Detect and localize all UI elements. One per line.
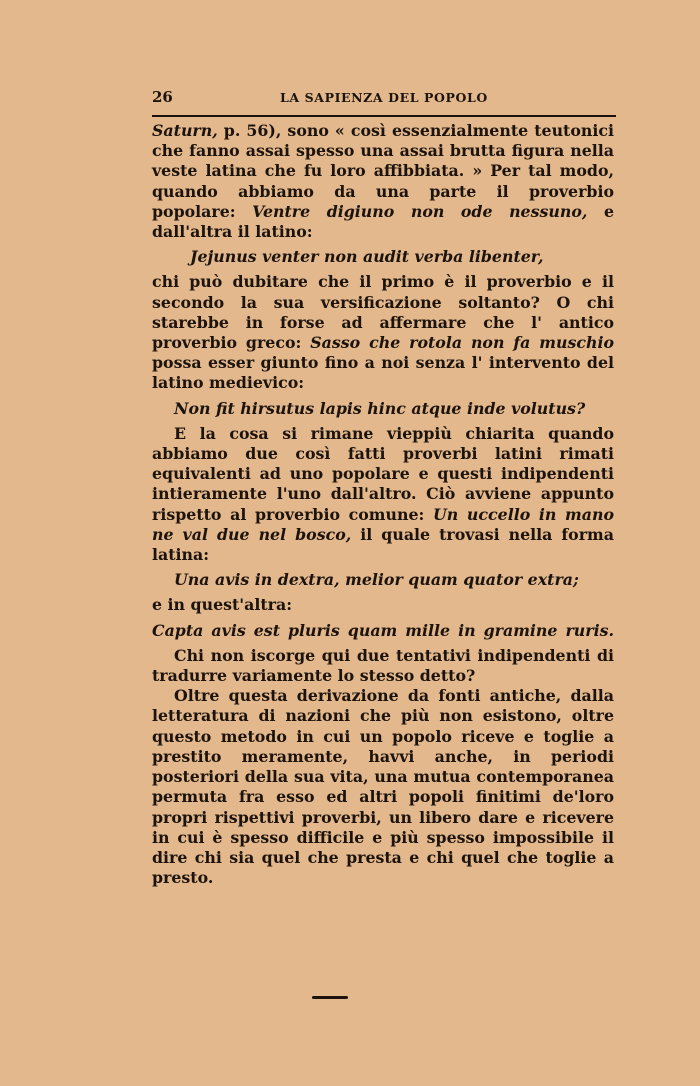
paragraph-text: possa esser giunto fino a noi senza l' intervento del latino medievico: [152,353,614,393]
italic-proverb: Sasso che rotola non fa muschio [310,333,614,353]
end-ornament [312,996,348,999]
paragraph-5: Chi non iscorge qui due tentativi indipendenti di tradurre variamente lo stesso detto? [152,645,614,686]
latin-verse-1: Jejunus venter non audit verba libenter, [190,247,544,267]
italic-proverb: Un uccello in mano ne val due nel bosco, [152,504,614,544]
latin-verse-2: Non fit hirsutus lapis hinc atque inde volutus? [174,398,586,418]
latin-verse-4: Capta avis est pluris quam mille in gramine ruris. [152,620,614,640]
paragraph-text: il quale trovasi nella forma latina: [152,524,614,565]
paragraph-2 [152,272,614,393]
paragraph-text: E la cosa si rimane vieppiù chiarita quando abbiamo due così fatti proverbi latini rimati equivalenti ad uno popolare e questi indipendenti intieramente l'uno dall'altro. Ciò avviene appunto rispetto al proverbio comune: [152,423,614,524]
paragraph-4: e in quest'altra: [152,595,293,615]
latin-verse-3: Una avis in dextra, melior quam quator extra; [174,570,579,590]
italic-text: Saturn, [152,121,218,140]
paragraph-6: Oltre questa derivazione da fonti antiche, dalla letteratura di nazioni che più non esistono, oltre questo metodo in cui un popolo riceve e toglie a prestito meramente, havvi anche, in periodi posteriori della sua vita, una mutua contemporanea permuta fra esso ed altri popoli finitimi de'loro propri rispettivi proverbi, un libero dare e ricevere in cui è spesso difficile e più spesso impossibile il dire chi sia quel che presta e chi quel che toglie a presto. [152,686,614,888]
paragraph-3 [152,424,614,565]
body-text [152,121,614,888]
page-number: 26 [152,88,173,106]
header-rule [152,115,616,117]
page-header [152,88,616,108]
italic-proverb: Ventre digiuno non ode nessuno, [252,201,588,221]
running-title: LA SAPIENZA DEL POPOLO [280,90,488,105]
paragraph-1 [152,121,614,242]
paragraph-text: chi può dubitare che il primo è il proverbio e il secondo la sua versificazione soltanto? O chi starebbe in forse ad affermare che l' antico proverbio greco: [152,272,614,353]
paragraph-text: e dall'altra il latino: [152,201,614,242]
paragraph-text: p. 56), sono « così essenzialmente teutonici che fanno assai spesso una assai brutta figura nella veste latina che fu loro affibbiata. » Per tal modo, quando abbiamo da una parte il proverbio popolare: [152,121,614,221]
